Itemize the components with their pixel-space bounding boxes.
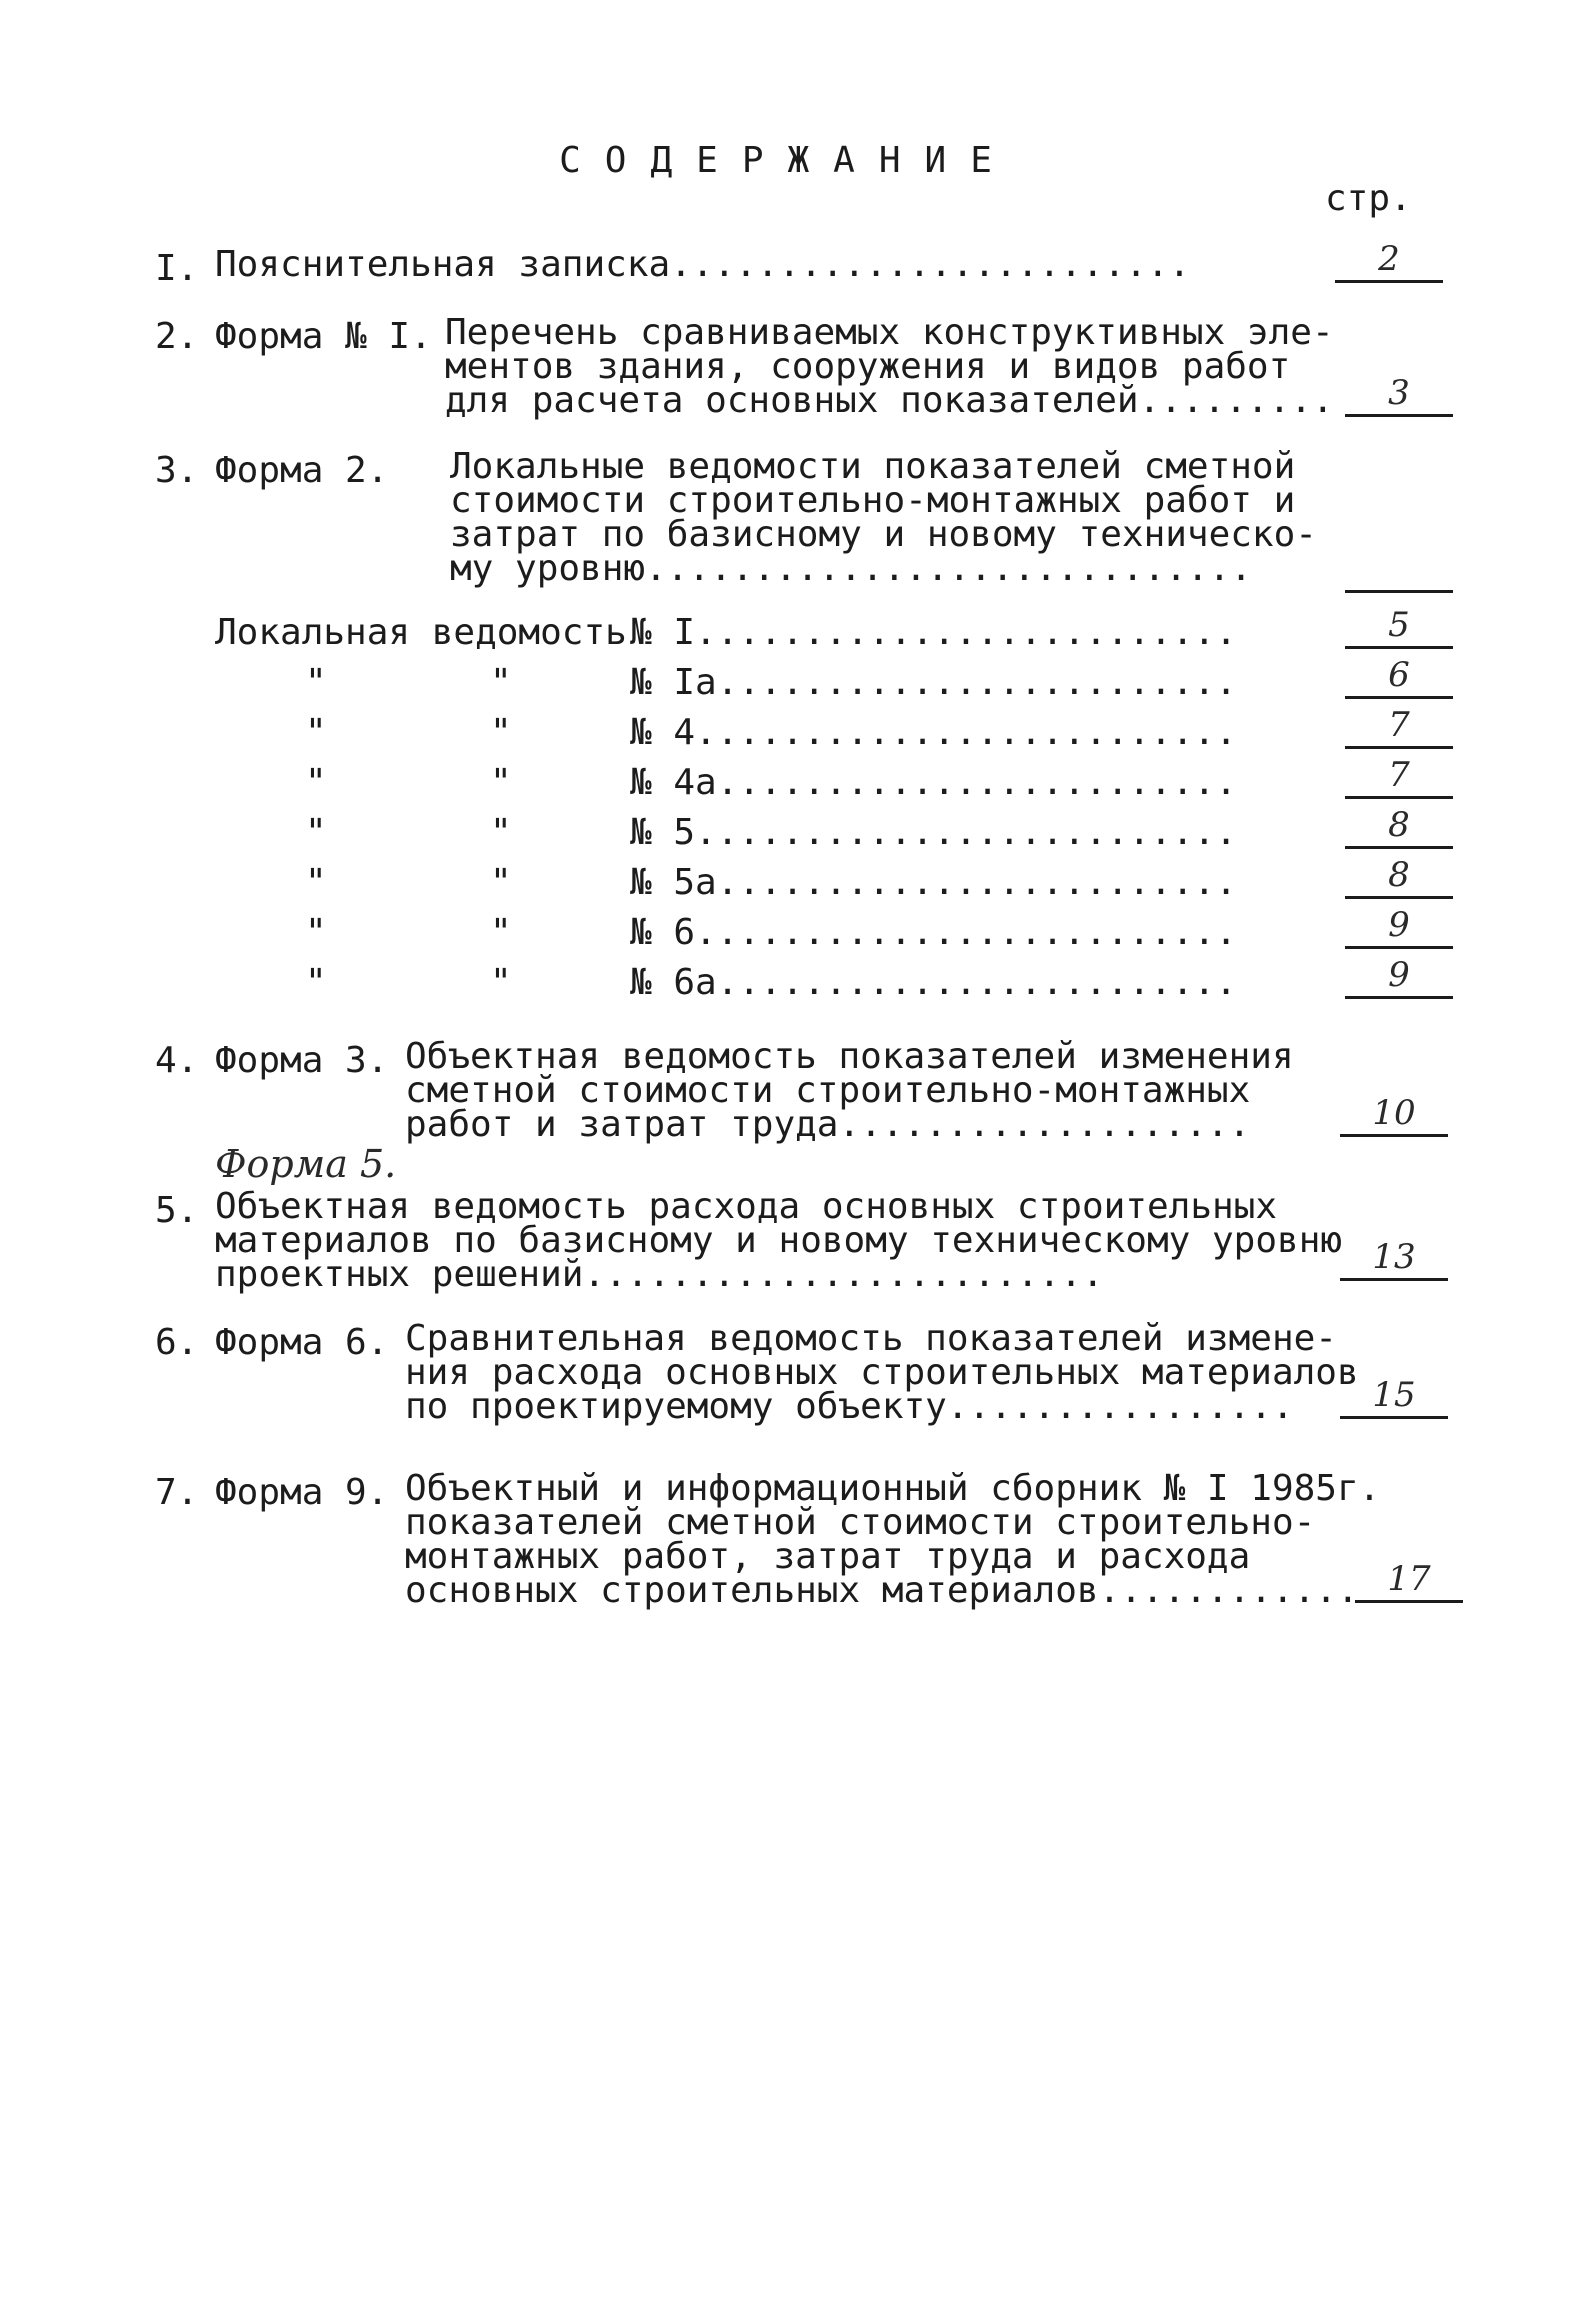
local-sheet-row xyxy=(0,805,1595,860)
entry-text: Объектная ведомость расхода основных строительных материалов по базисному и новому техническому уровню проектных решений........................ xyxy=(215,1186,1343,1295)
local-sheet-label: Локальная ведомость xyxy=(215,612,627,653)
ditto-mark: " xyxy=(490,862,512,903)
entry-page-number: 17 xyxy=(1355,1560,1463,1603)
local-sheet-page: 6 xyxy=(1345,656,1453,699)
local-sheet-page: 8 xyxy=(1345,856,1453,899)
ditto-mark: " xyxy=(305,712,327,753)
entry-form-label: Форма № I. xyxy=(215,316,432,357)
entry-page-number xyxy=(1345,550,1453,593)
local-sheet-page: 7 xyxy=(1345,706,1453,749)
local-sheet-page: 7 xyxy=(1345,756,1453,799)
ditto-mark: " xyxy=(490,812,512,853)
local-sheet-number: № 4......................... xyxy=(630,712,1237,753)
local-sheet-number: № Iа........................ xyxy=(630,662,1237,703)
local-sheet-number: № 6а........................ xyxy=(630,962,1237,1003)
local-sheet-number: № 5......................... xyxy=(630,812,1237,853)
entry-text: Пояснительная записка........................ xyxy=(215,244,1191,285)
local-sheet-number: № 4а........................ xyxy=(630,762,1237,803)
entry-page-number: 13 xyxy=(1340,1238,1448,1281)
ditto-mark: " xyxy=(490,962,512,1003)
entry-text: Перечень сравниваемых конструктивных эле- ментов здания, сооружения и видов работ для расчета основных показателей......... xyxy=(445,312,1334,421)
entry-form-label: Форма 9. xyxy=(215,1472,389,1513)
handwritten-form-note: Форма 5. xyxy=(215,1142,397,1186)
ditto-mark: " xyxy=(305,912,327,953)
ditto-mark: " xyxy=(490,912,512,953)
entry-page-number: 15 xyxy=(1340,1376,1448,1419)
local-sheet-row xyxy=(0,655,1595,710)
page-column-label: стр. xyxy=(1325,178,1412,219)
local-sheet-row xyxy=(0,705,1595,760)
local-sheet-number: № 5а........................ xyxy=(630,862,1237,903)
entry-number: I. xyxy=(155,248,199,289)
ditto-mark: " xyxy=(305,662,327,703)
entry-page-number: 10 xyxy=(1340,1094,1448,1137)
local-sheet-row xyxy=(0,905,1595,960)
entry-number: 7. xyxy=(155,1472,199,1513)
local-sheet-number: № 6......................... xyxy=(630,912,1237,953)
ditto-mark: " xyxy=(490,762,512,803)
entry-page-number: 2 xyxy=(1335,240,1443,283)
ditto-mark: " xyxy=(305,862,327,903)
entry-number: 4. xyxy=(155,1040,199,1081)
local-sheet-row xyxy=(0,755,1595,810)
local-sheet-row xyxy=(0,955,1595,1010)
local-sheet-page: 8 xyxy=(1345,806,1453,849)
ditto-mark: " xyxy=(305,762,327,803)
ditto-mark: " xyxy=(490,712,512,753)
local-sheet-row xyxy=(0,855,1595,910)
ditto-mark: " xyxy=(305,962,327,1003)
local-sheet-page: 5 xyxy=(1345,606,1453,649)
ditto-mark: " xyxy=(490,662,512,703)
entry-text: Объектный и информационный сборник № I 1985г. показателей сметной стоимости строительно- монтажных работ, затрат труда и расхода основных строительных материалов............ xyxy=(405,1468,1381,1611)
entry-text: Объектная ведомость показателей изменения сметной стоимости строительно-монтажных работ и затрат труда................... xyxy=(405,1036,1294,1145)
entry-form-label: Форма 3. xyxy=(215,1040,389,1081)
local-sheet-page: 9 xyxy=(1345,956,1453,999)
entry-number: 5. xyxy=(155,1190,199,1231)
ditto-mark: " xyxy=(305,812,327,853)
entry-form-label: Форма 6. xyxy=(215,1322,389,1363)
local-sheet-page: 9 xyxy=(1345,906,1453,949)
entry-number: 2. xyxy=(155,316,199,357)
local-sheet-row xyxy=(0,605,1595,660)
entry-number: 3. xyxy=(155,450,199,491)
page-title: СОДЕРЖАНИЕ xyxy=(559,140,1016,181)
entry-text: Локальные ведомости показателей сметной стоимости строительно-монтажных работ и затрат по базисному и новому техническо- му уровню............................ xyxy=(450,446,1317,589)
entry-number: 6. xyxy=(155,1322,199,1363)
entry-form-label: Форма 2. xyxy=(215,450,389,491)
local-sheet-number: № I......................... xyxy=(630,612,1237,653)
entry-page-number: 3 xyxy=(1345,374,1453,417)
entry-text: Сравнительная ведомость показателей измене- ния расхода основных строительных материалов по проектируемому объекту................ xyxy=(405,1318,1359,1427)
